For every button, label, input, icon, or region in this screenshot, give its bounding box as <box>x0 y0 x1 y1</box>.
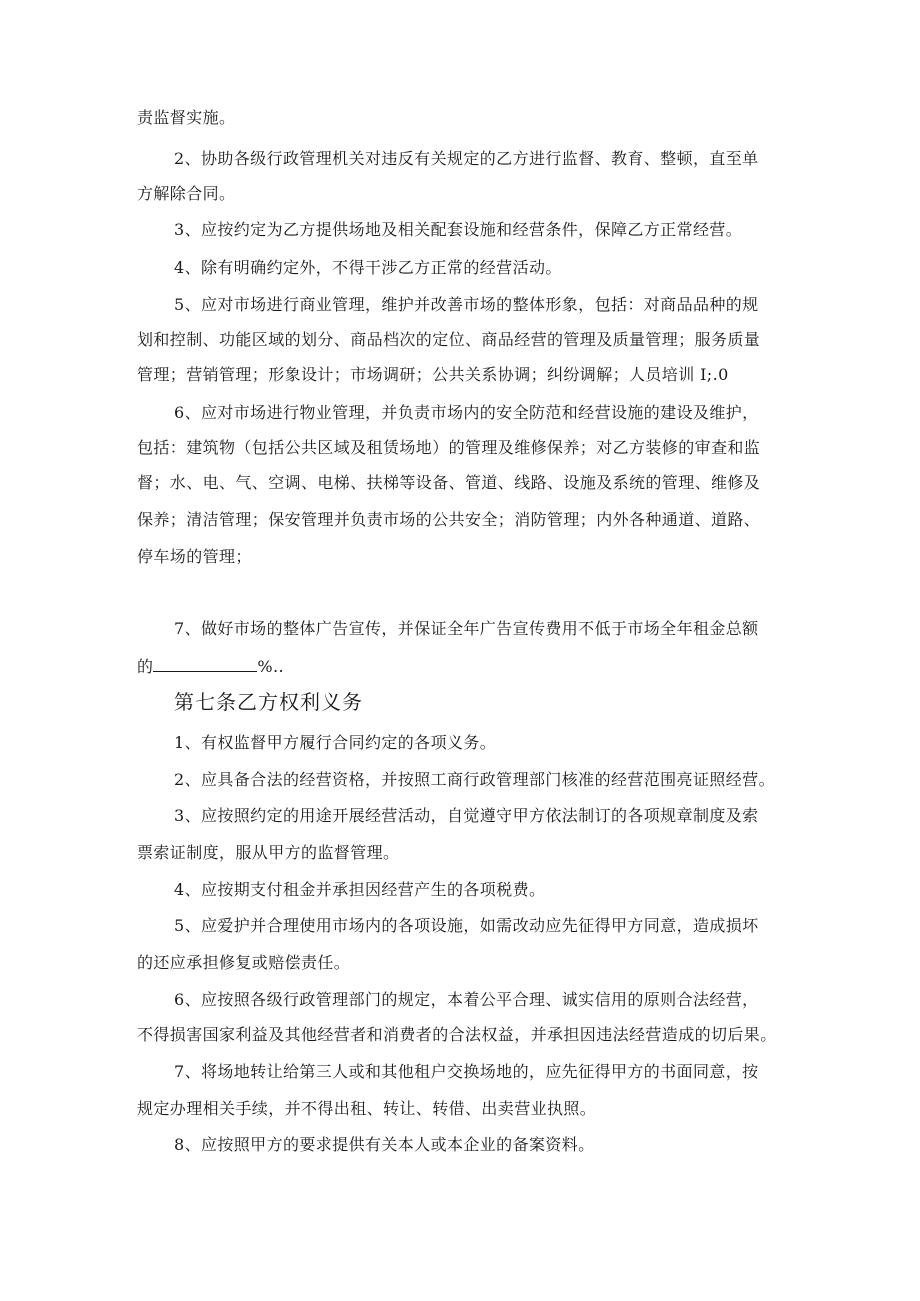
s6-item2-line1: 2、协助各级行政管理机关对违反有关规定的乙方进行监督、教育、整顿，直至单 <box>174 149 759 168</box>
s7-item4: 4、应按期支付租金并承担因经营产生的各项税费。 <box>174 880 546 899</box>
s6-item7-line1: 7、做好市场的整体广告宣传，并保证全年广告宣传费用不低于市场全年租金总额 <box>174 619 759 638</box>
continuation-text: 责监督实施。 <box>137 108 236 127</box>
s7-item6-line2: 不得损害国家利益及其他经营者和消费者的合法权益，并承担因违法经营造成的切后果。 <box>137 1025 777 1044</box>
s7-item6-line1: 6、应按照各级行政管理部门的规定，本着公平合理、诚实信用的原则合法经营， <box>174 990 759 1009</box>
s7-item7-line1: 7、将场地转让给第三人或和其他租户交换场地的，应先征得甲方的书面同意，按 <box>174 1062 759 1081</box>
s7-item2: 2、应具备合法的经营资格，并按照工商行政管理部门核准的经营范围亮证照经营。 <box>174 770 775 789</box>
s6-item5-line1: 5、应对市场进行商业管理，维护并改善市场的整体形象，包括：对商品品种的规 <box>174 295 759 314</box>
fill-in-blank <box>153 655 257 672</box>
s6-item6-line2: 包括：建筑物（包括公共区域及租赁场地）的管理及维修保养；对乙方装修的审查和监 <box>137 438 761 457</box>
s7-item3-line2: 票索证制度，服从甲方的监督管理。 <box>137 843 400 862</box>
s6-item5-line2: 划和控制、功能区域的划分、商品档次的定位、商品经营的管理及质量管理；服务质量 <box>137 330 761 349</box>
section7-title: 第七条乙方权利义务 <box>174 690 363 714</box>
s6-item6-line4: 保养；清洁管理；保安管理并负责市场的公共安全；消防管理；内外各种通道、道路、 <box>137 510 761 529</box>
s6-item6-line3: 督；水、电、气、空调、电梯、扶梯等设备、管道、线路、设施及系统的管理、维修及 <box>137 473 761 492</box>
s6-item6-line5: 停车场的管理； <box>137 547 252 566</box>
s7-item5-line1: 5、应爱护并合理使用市场内的各项设施，如需改动应先征得甲方同意，造成损坏 <box>174 916 759 935</box>
s6-item7-line2 <box>137 655 284 678</box>
s6-item5-line3: 管理；营销管理；形象设计；市场调研；公共关系协调；纠纷调解；人员培训 I;.0 <box>137 365 729 384</box>
s6-item6-line1: 6、应对市场进行物业管理，并负责市场内的安全防范和经营设施的建设及维护， <box>174 403 759 422</box>
s7-item8: 8、应按照甲方的要求提供有关本人或本企业的备案资料。 <box>174 1135 595 1154</box>
s7-item3-line1: 3、应按照约定的用途开展经营活动，自觉遵守甲方依法制订的各项规章制度及索 <box>174 806 759 825</box>
s7-item1: 1、有权监督甲方履行合同约定的各项义务。 <box>174 733 497 752</box>
s6-item7-suffix: %.. <box>257 657 284 676</box>
s6-item3: 3、应按约定为乙方提供场地及相关配套设施和经营条件，保障乙方正常经营。 <box>174 220 743 239</box>
s6-item7-prefix: 的 <box>137 657 154 676</box>
s6-item2-line2: 方解除合同。 <box>137 184 236 203</box>
s7-item5-line2: 的还应承担修复或赔偿责任。 <box>137 953 351 972</box>
s7-item7-line2: 规定办理相关手续，并不得出租、转让、转借、出卖营业执照。 <box>137 1099 597 1118</box>
s6-item4: 4、除有明确约定外，不得干涉乙方正常的经营活动。 <box>174 258 562 277</box>
